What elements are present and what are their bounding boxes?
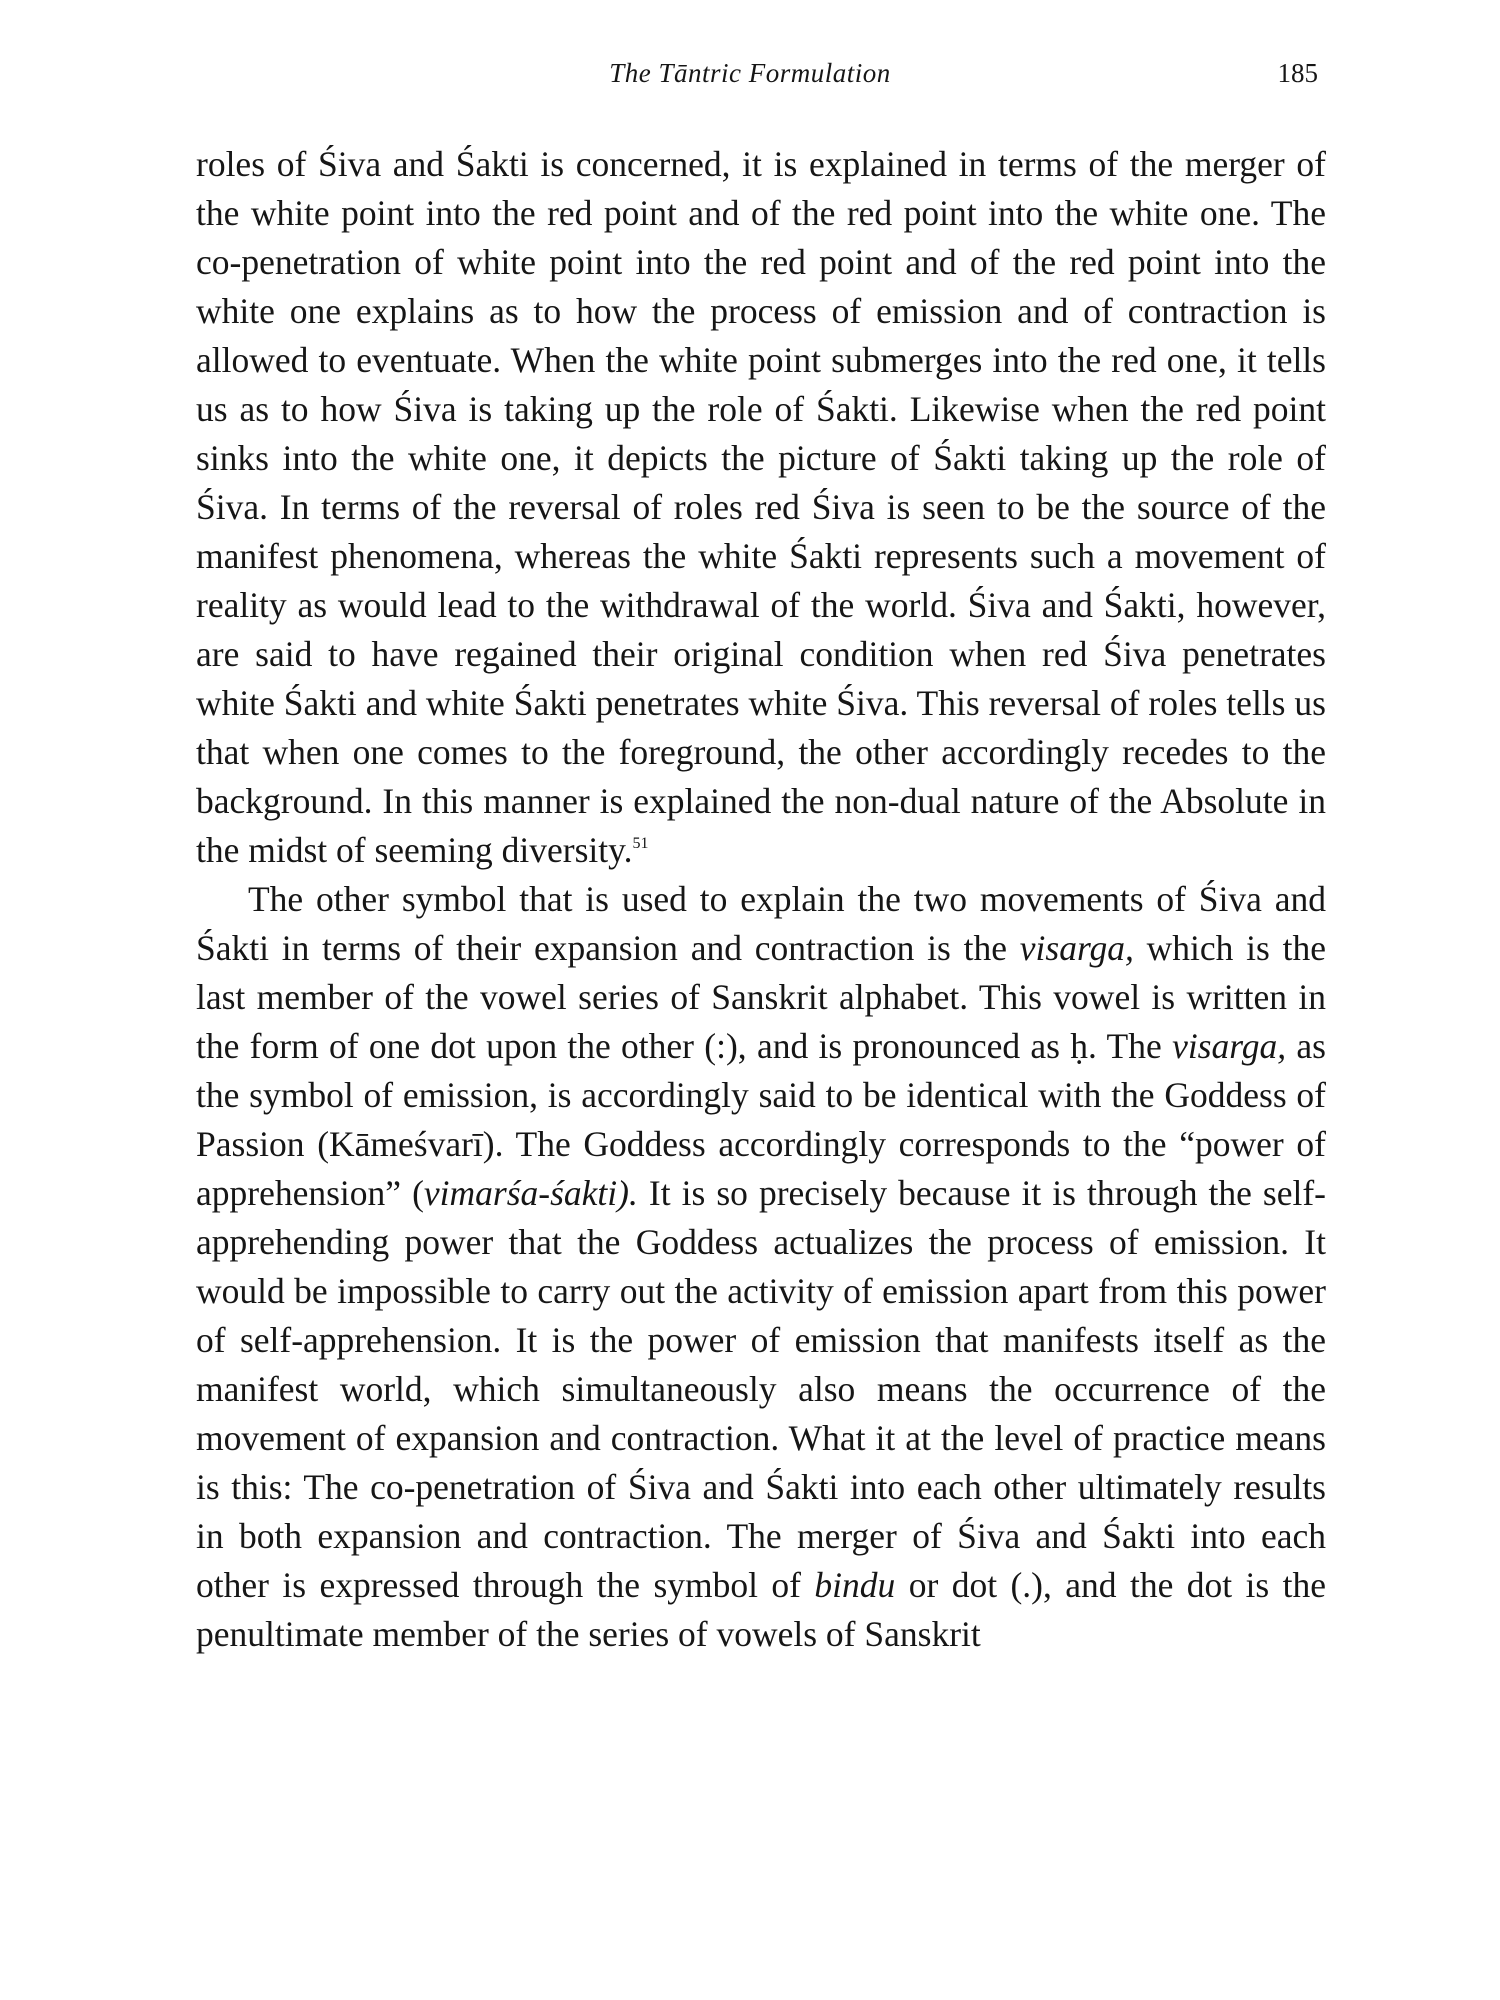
term-visarga: visarga, [1019,928,1134,968]
running-title: The Tāntric Formulation [609,58,891,88]
term-visarga: visarga, [1172,1026,1287,1066]
paragraph-1 [196,140,1326,875]
term-vimarsa-sakti: vimarśa-śakti). [423,1173,638,1213]
text-run: The other symbol that is used to explain the two movements of Śiva and Śakti in terms of their expansion and contraction is the [196,879,1326,968]
page-number: 185 [1277,58,1318,88]
text-run: or dot (.), and the dot is the penultimate member of the series of vowels of Sanskrit [196,1565,1326,1654]
footnote-ref-51[interactable]: 51 [632,835,649,852]
text-run: roles of Śiva and Śakti is concerned, it is explained in terms of the merger of the white point into the red point and of the red point into the white one. The co-penetration of white point into the red point and of the red point into the white one explains as to how the process of emission and of contraction is allowed to eventuate. When the white point submerges into the red one, it tells us as to how Śiva is taking up the role of Śakti. Likewise when the red point sinks into the white one, it depicts the picture of Śakti taking up the role of Śiva. In terms of the reversal of roles red Śiva is seen to be the source of the manifest phenomena, whereas the white Śakti represents such a movement of reality as would lead to the withdrawal of the world. Śiva and Śakti, however, are said to have regained their original condition when red Śiva penetrates white Śakti and white Śakti penetrates white Śiva. This reversal of roles tells us that when one comes to the foreground, the other accordingly recedes to the background. In this manner is explained the non-dual nature of the Absolute in the midst of seeming diversity. [196,144,1326,870]
paragraph-2 [196,875,1326,1659]
text-run: as the symbol of emission, is accordingly said to be identical with the Goddess of Passion (Kāmeśvarī). The Goddess accordingly corresponds to the “power of apprehension” ( [196,1026,1326,1213]
text-run: which is the last member of the vowel series of Sanskrit alphabet. This vowel is written in the form of one dot upon the other (:), and is pronounced as ḥ. The [196,928,1326,1066]
text-run: It is so precisely because it is through the self-apprehending power that the Goddess actualizes the process of emission. It would be impossible to carry out the activity of emission apart from this power of self-apprehension. It is the power of emission that manifests itself as the manifest world, which simultaneously also means the occurrence of the movement of expansion and contraction. What it at the level of practice means is this: The co-penetration of Śiva and Śakti into each other ultimately results in both expansion and contraction. The merger of Śiva and Śakti into each other is expressed through the symbol of [196,1173,1326,1605]
term-bindu: bindu [814,1565,896,1605]
running-head [0,58,1500,98]
body-text [196,140,1326,1659]
